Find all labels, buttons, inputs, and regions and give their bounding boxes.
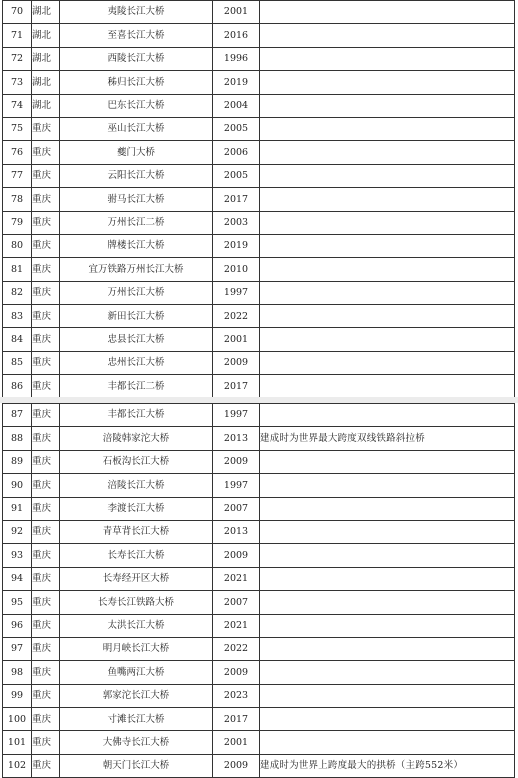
row-province: 重庆 [32,544,60,567]
row-province: 重庆 [32,141,60,164]
row-note [260,497,515,520]
row-note [260,117,515,140]
row-year: 1997 [213,281,260,304]
row-number: 79 [3,211,32,234]
table-row [3,754,515,777]
table-row [3,281,515,304]
row-year: 2009 [213,661,260,684]
row-number: 94 [3,567,32,590]
row-year: 2005 [213,117,260,140]
row-province: 重庆 [32,450,60,473]
table-row [3,427,515,450]
row-bridge-name: 明月峡长江大桥 [60,637,213,660]
row-note [260,188,515,211]
row-number: 101 [3,731,32,754]
row-number: 73 [3,71,32,94]
row-year: 2017 [213,708,260,731]
table-row [3,328,515,351]
row-number: 91 [3,497,32,520]
row-note [260,211,515,234]
row-year: 2006 [213,141,260,164]
table-row [3,684,515,707]
row-note [260,47,515,70]
row-year: 2023 [213,684,260,707]
table-row [3,188,515,211]
row-bridge-name: 鱼嘴两江大桥 [60,661,213,684]
row-province: 重庆 [32,427,60,450]
row-province: 重庆 [32,520,60,543]
row-year: 1997 [213,404,260,427]
row-number: 88 [3,427,32,450]
row-number: 72 [3,47,32,70]
table-row [3,94,515,117]
row-province: 湖北 [32,47,60,70]
table-row [3,305,515,328]
row-year: 2021 [213,614,260,637]
row-note [260,404,515,427]
row-year: 2007 [213,591,260,614]
row-bridge-name: 丰都长江大桥 [60,404,213,427]
row-note [260,591,515,614]
row-province: 重庆 [32,164,60,187]
row-note [260,544,515,567]
row-bridge-name: 万州长江大桥 [60,281,213,304]
row-bridge-name: 郭家沱长江大桥 [60,684,213,707]
row-note [260,375,515,398]
table-body-part-1 [3,1,515,399]
row-year: 2005 [213,164,260,187]
row-year: 2017 [213,375,260,398]
row-note [260,1,515,24]
row-note [260,305,515,328]
row-year: 2009 [213,450,260,473]
row-note [260,450,515,473]
row-note [260,141,515,164]
table-body-part-2 [3,404,515,778]
row-number: 100 [3,708,32,731]
row-number: 82 [3,281,32,304]
table-row [3,637,515,660]
row-number: 78 [3,188,32,211]
row-number: 84 [3,328,32,351]
row-bridge-name: 云阳长江大桥 [60,164,213,187]
row-year: 2019 [213,71,260,94]
row-number: 95 [3,591,32,614]
row-bridge-name: 石板沟长江大桥 [60,450,213,473]
row-year: 2001 [213,328,260,351]
row-note [260,328,515,351]
row-province: 重庆 [32,188,60,211]
row-bridge-name: 寸滩长江大桥 [60,708,213,731]
row-bridge-name: 夷陵长江大桥 [60,1,213,24]
row-note [260,684,515,707]
table-row [3,614,515,637]
row-bridge-name: 长寿经开区大桥 [60,567,213,590]
row-year: 1996 [213,47,260,70]
row-year: 2022 [213,305,260,328]
row-province: 重庆 [32,375,60,398]
row-number: 102 [3,754,32,777]
row-note: 建成时为世界最大跨度双线铁路斜拉桥 [260,427,515,450]
row-number: 76 [3,141,32,164]
row-bridge-name: 朝天门长江大桥 [60,754,213,777]
row-number: 96 [3,614,32,637]
table-page-2 [0,403,518,778]
row-number: 83 [3,305,32,328]
row-note [260,24,515,47]
table-row [3,661,515,684]
row-note [260,567,515,590]
row-year: 2022 [213,637,260,660]
row-year: 2013 [213,520,260,543]
row-bridge-name: 大佛寺长江大桥 [60,731,213,754]
table-row [3,474,515,497]
row-bridge-name: 宜万铁路万州长江大桥 [60,258,213,281]
row-note [260,164,515,187]
row-note [260,71,515,94]
row-province: 重庆 [32,211,60,234]
row-bridge-name: 新田长江大桥 [60,305,213,328]
row-bridge-name: 李渡长江大桥 [60,497,213,520]
row-number: 89 [3,450,32,473]
row-year: 2009 [213,754,260,777]
bridge-table-part-1 [2,0,515,399]
row-year: 2003 [213,211,260,234]
row-note: 建成时为世界上跨度最大的拱桥（主跨552米） [260,754,515,777]
table-row [3,731,515,754]
row-number: 81 [3,258,32,281]
row-year: 2017 [213,188,260,211]
row-bridge-name: 巫山长江大桥 [60,117,213,140]
table-row [3,591,515,614]
row-province: 重庆 [32,234,60,257]
row-note [260,281,515,304]
table-row [3,351,515,374]
row-bridge-name: 太洪长江大桥 [60,614,213,637]
row-province: 重庆 [32,731,60,754]
row-province: 重庆 [32,684,60,707]
row-number: 97 [3,637,32,660]
row-bridge-name: 长寿长江大桥 [60,544,213,567]
row-province: 重庆 [32,351,60,374]
row-bridge-name: 万州长江二桥 [60,211,213,234]
row-number: 93 [3,544,32,567]
row-bridge-name: 牌楼长江大桥 [60,234,213,257]
row-bridge-name: 至喜长江大桥 [60,24,213,47]
row-province: 重庆 [32,754,60,777]
row-bridge-name: 涪陵韩家沱大桥 [60,427,213,450]
row-number: 90 [3,474,32,497]
table-row [3,211,515,234]
table-row [3,258,515,281]
row-province: 重庆 [32,281,60,304]
row-note [260,708,515,731]
row-bridge-name: 忠州长江大桥 [60,351,213,374]
table-row [3,450,515,473]
row-bridge-name: 涪陵长江大桥 [60,474,213,497]
row-year: 2001 [213,1,260,24]
table-row [3,1,515,24]
table-row [3,47,515,70]
table-row [3,520,515,543]
row-number: 86 [3,375,32,398]
row-year: 2007 [213,497,260,520]
row-note [260,474,515,497]
row-bridge-name: 驸马长江大桥 [60,188,213,211]
row-note [260,351,515,374]
row-year: 2010 [213,258,260,281]
table-row [3,117,515,140]
row-number: 74 [3,94,32,117]
row-year: 2021 [213,567,260,590]
row-province: 重庆 [32,305,60,328]
table-row [3,567,515,590]
row-province: 重庆 [32,614,60,637]
row-province: 重庆 [32,117,60,140]
row-province: 重庆 [32,591,60,614]
row-bridge-name: 夔门大桥 [60,141,213,164]
row-year: 2013 [213,427,260,450]
table-row [3,164,515,187]
row-number: 92 [3,520,32,543]
row-province: 湖北 [32,1,60,24]
row-number: 75 [3,117,32,140]
row-number: 80 [3,234,32,257]
row-note [260,637,515,660]
row-province: 湖北 [32,24,60,47]
row-province: 重庆 [32,328,60,351]
row-note [260,234,515,257]
row-note [260,94,515,117]
row-province: 重庆 [32,497,60,520]
row-note [260,614,515,637]
row-note [260,258,515,281]
bridge-table-part-2 [2,403,515,778]
row-number: 99 [3,684,32,707]
table-row [3,544,515,567]
row-bridge-name: 西陵长江大桥 [60,47,213,70]
row-bridge-name: 青草背长江大桥 [60,520,213,543]
table-row [3,71,515,94]
row-year: 2004 [213,94,260,117]
table-row [3,708,515,731]
row-year: 2016 [213,24,260,47]
row-number: 71 [3,24,32,47]
row-province: 重庆 [32,661,60,684]
row-province: 湖北 [32,94,60,117]
row-note [260,731,515,754]
table-row [3,375,515,398]
table-row [3,24,515,47]
table-row [3,404,515,427]
row-number: 70 [3,1,32,24]
row-year: 2001 [213,731,260,754]
table-row [3,234,515,257]
table-row [3,141,515,164]
row-bridge-name: 长寿长江铁路大桥 [60,591,213,614]
row-province: 重庆 [32,708,60,731]
row-province: 重庆 [32,258,60,281]
row-province: 重庆 [32,404,60,427]
row-province: 重庆 [32,637,60,660]
row-note [260,661,515,684]
row-number: 77 [3,164,32,187]
row-province: 重庆 [32,474,60,497]
row-year: 2019 [213,234,260,257]
row-year: 1997 [213,474,260,497]
row-bridge-name: 巴东长江大桥 [60,94,213,117]
row-bridge-name: 丰都长江二桥 [60,375,213,398]
table-row [3,497,515,520]
row-number: 98 [3,661,32,684]
row-bridge-name: 秭归长江大桥 [60,71,213,94]
row-note [260,520,515,543]
row-year: 2009 [213,544,260,567]
row-number: 85 [3,351,32,374]
row-number: 87 [3,404,32,427]
row-bridge-name: 忠县长江大桥 [60,328,213,351]
row-province: 湖北 [32,71,60,94]
row-year: 2009 [213,351,260,374]
row-province: 重庆 [32,567,60,590]
